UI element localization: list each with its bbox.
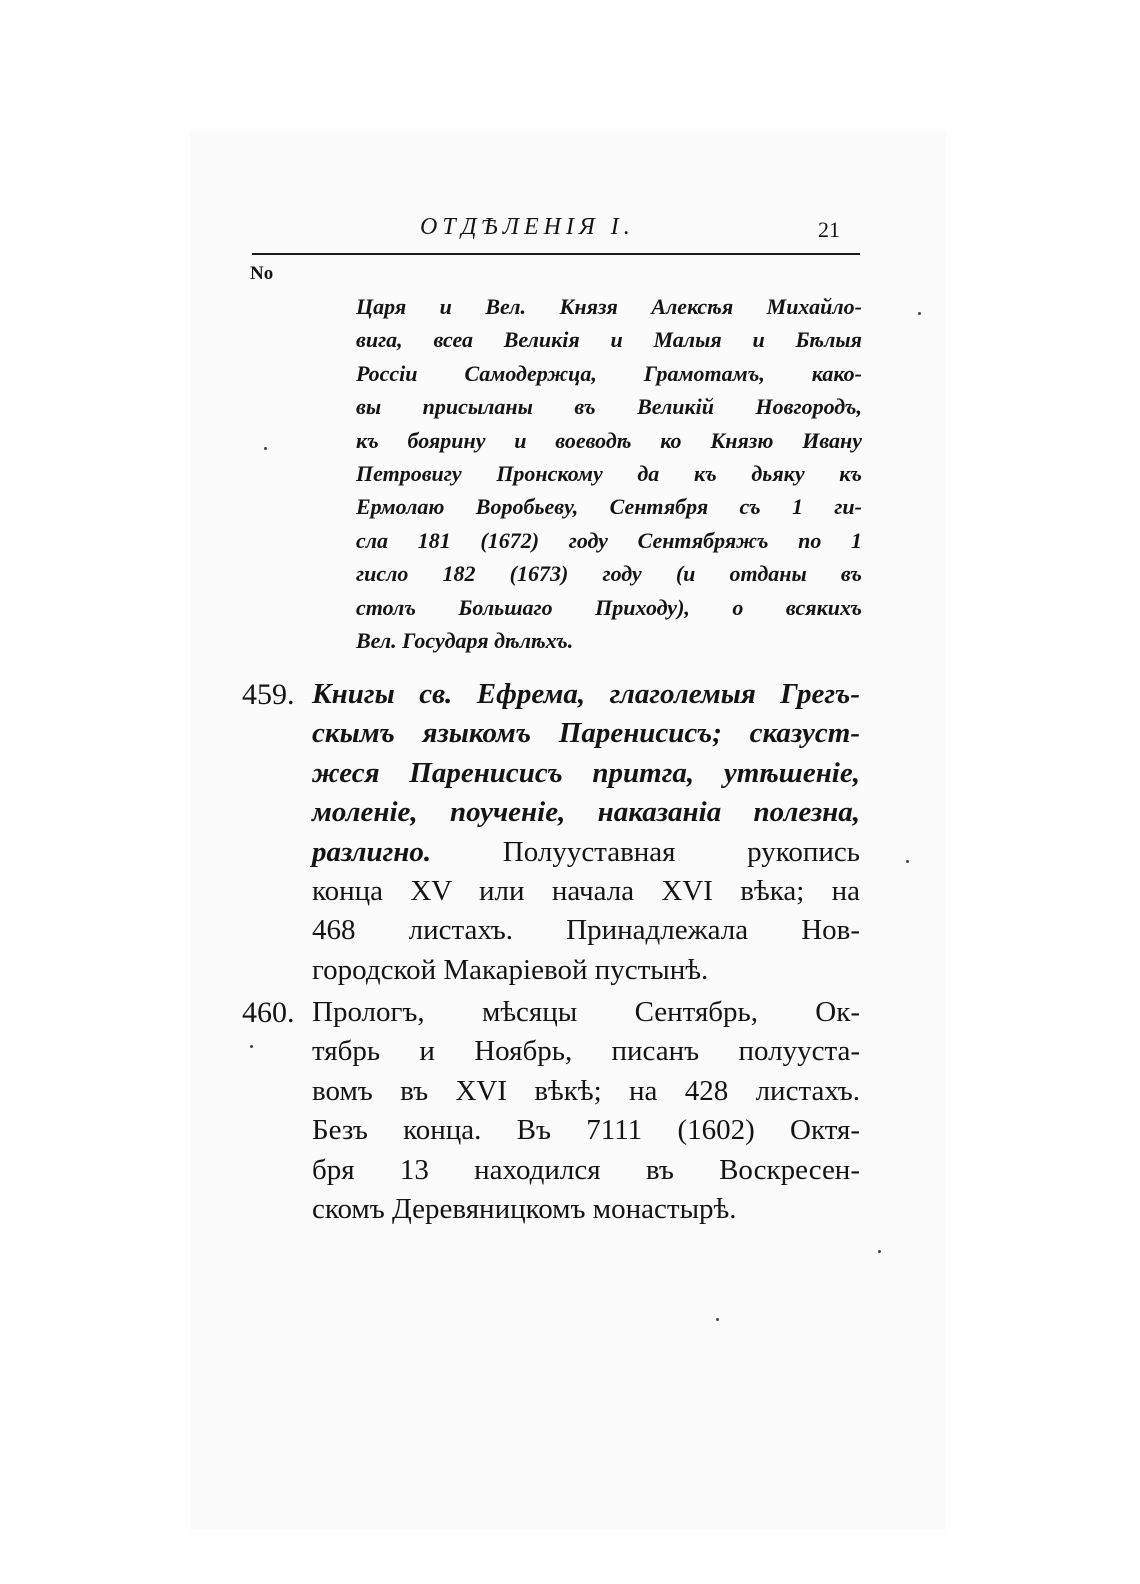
plain-text: 468 листахъ. Принадлежала Нов- (312, 914, 860, 947)
plain-text: городской Макаріевой пустынѣ. (312, 953, 709, 986)
text-line (312, 793, 860, 832)
text-line (312, 1032, 860, 1071)
plain-text: бря 13 находился въ Воскресен- (312, 1153, 860, 1186)
italic-title-text: разлигно. (312, 835, 432, 868)
text-line: вы присыланы въ Великій Новгородъ, (356, 394, 862, 420)
text-line: Вел. Государя дѣлѣхъ. (356, 628, 574, 654)
text-line (312, 993, 860, 1032)
page-number: 21 (818, 217, 840, 242)
entry-text (312, 675, 860, 990)
running-head (250, 214, 862, 254)
text-line (312, 951, 860, 990)
plain-text: Прологъ, мѣсяцы Сентябрь, Ок- (312, 996, 860, 1028)
plain-text: Безъ конца. Въ 7111 (1602) Октя- (312, 1114, 860, 1147)
print-speck (250, 1045, 253, 1048)
number-column-label: No (250, 263, 274, 284)
text-line: гисло 182 (1673) году (и отданы въ (356, 561, 862, 587)
text-line: вига, всеа Великія и Малыя и Бѣлыя (356, 327, 862, 353)
text-line (312, 833, 860, 872)
italic-title-text: моленіе, поученіе, наказаніа полезна, (312, 796, 860, 829)
text-line: Ермолаю Воробьеву, Сентября съ 1 ги- (356, 494, 862, 520)
entry-number: 459. (242, 678, 295, 711)
print-speck (906, 860, 909, 863)
italic-title-text: жеся Паренисисъ притга, утѣшеніе, (312, 756, 860, 789)
section-title: ОТДѢЛЕНІЯ I. (420, 214, 635, 240)
entry-number: 460. (242, 996, 295, 1029)
plain-text: Полууставная рукопись (431, 835, 860, 868)
text-line (312, 754, 860, 793)
italic-title-text: Книгы св. Ефрема, глаголемыя Грегъ- (312, 678, 860, 710)
text-line (312, 714, 860, 753)
print-speck (918, 312, 921, 315)
print-speck (264, 447, 267, 450)
text-line (312, 1151, 860, 1190)
text-line (312, 872, 860, 911)
entry-text (312, 993, 860, 1229)
plain-text: конца XV или начала XVI вѣка; на (312, 875, 860, 908)
print-speck (716, 1318, 719, 1321)
text-line: къ боярину и воеводѣ ко Князю Ивану (356, 427, 862, 453)
text-line: столъ Большаго Приходу), о всякихъ (356, 594, 862, 620)
text-line (312, 1111, 860, 1150)
continued-entry-text (356, 290, 862, 657)
text-line (312, 1072, 860, 1111)
text-line: сла 181 (1672) году Сентябряжъ по 1 (356, 527, 862, 553)
plain-text: тябрь и Ноябрь, писанъ полууста- (312, 1035, 860, 1068)
print-speck (878, 1250, 881, 1253)
header-rule (252, 253, 860, 255)
plain-text: вомъ въ XVI вѣкѣ; на 428 листахъ. (312, 1074, 860, 1107)
italic-title-text: скымъ языкомъ Паренисисъ; сказуст- (312, 717, 860, 750)
text-line: Петровигу Пронскому да къ дьяку къ (356, 461, 862, 487)
plain-text: скомъ Деревяницкомъ монастырѣ. (312, 1193, 737, 1226)
text-line: Россіи Самодержца, Грамотамъ, како- (356, 360, 862, 386)
text-line (312, 675, 860, 714)
text-line (312, 1190, 860, 1229)
text-line: Царя и Вел. Князя Алексѣя Михайло- (356, 294, 862, 319)
text-line (312, 911, 860, 950)
